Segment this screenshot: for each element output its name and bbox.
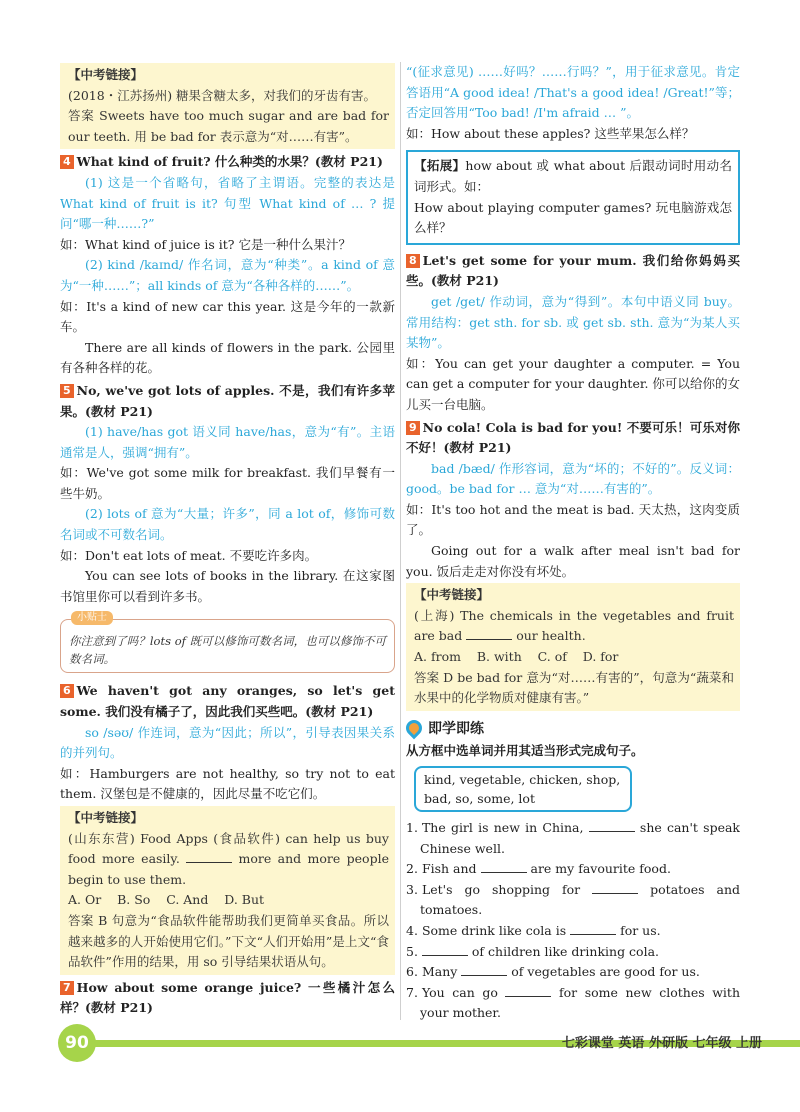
- entry-title: [60, 381, 395, 422]
- entry-number: 8: [406, 254, 420, 268]
- exercise-text: Some drink like cola is: [421, 922, 571, 938]
- entry-number: 5: [60, 384, 74, 398]
- practice-heading: [406, 719, 740, 740]
- explanation: get /get/ 作动词，意为“得到”。本句中语义同 buy。常用结构：get sth. for sb. 或 get sb. sth. 意为“为某人买某物”。: [406, 293, 740, 351]
- answer-blank[interactable]: [589, 831, 635, 832]
- left-column: [60, 62, 395, 1020]
- exercise-item: [406, 880, 740, 921]
- exercise-item: [406, 942, 740, 963]
- exercise-text: for us.: [616, 922, 661, 938]
- exercise-text: of children like drinking cola.: [467, 943, 659, 959]
- example: Going out for a walk after meal isn't bad for you. 饭后走走对你没有坏处。: [406, 543, 740, 579]
- tip-text: 你注意到了吗？lots of 既可以修饰可数名词，也可以修饰不可数名词。: [69, 634, 386, 667]
- exercise-text: You can go: [421, 984, 506, 1000]
- exercise-number: 5.: [406, 943, 418, 959]
- tip-label: 小贴士: [71, 611, 113, 625]
- exam-link-box: [60, 806, 395, 975]
- right-column: [406, 62, 740, 1020]
- answer-blank: [186, 862, 232, 863]
- example: 如：Don't eat lots of meat. 不要吃许多肉。: [60, 547, 318, 563]
- answer-blank[interactable]: [481, 872, 527, 873]
- box-question: [68, 829, 389, 891]
- entry-number: 9: [406, 421, 420, 435]
- entry-title-text: We haven't got any oranges, so let's get some. 我们没有橘子了，因此我们买些吧。(教材 P21): [60, 683, 395, 720]
- entry-title-text: No, we've got lots of apples. 不是，我们有许多苹果。(教材 P21): [60, 382, 395, 419]
- box-header: 【中考链接】: [68, 67, 144, 82]
- exercise-text: she can't speak Chinese well.: [420, 820, 740, 856]
- entry-title: [406, 418, 740, 459]
- box-options: A. Or B. So C. And D. But: [68, 892, 265, 908]
- exercise-number: 4.: [406, 922, 418, 938]
- entry-number: 4: [60, 155, 74, 169]
- exercise-text: The girl is new in China,: [421, 820, 589, 835]
- entry-title-text: No cola! Cola is bad for you! 不要可乐！可乐对你不好！(教材 P21): [406, 419, 740, 456]
- exercise-item: [406, 962, 740, 983]
- exam-link-box: [60, 63, 395, 149]
- question-text: (上海) The chemicals in the vegetables and fruit are bad: [414, 607, 734, 644]
- expand-text: [414, 156, 732, 197]
- explanation: (2) lots of 意为“大量；许多”，同 a lot of，修饰可数名词或不可数名词。: [60, 506, 395, 543]
- exercise-item: [406, 983, 740, 1020]
- page-number: 90: [58, 1024, 96, 1062]
- exercise-item: [406, 921, 740, 942]
- exercise-item: [406, 859, 740, 880]
- explanation: (1) 这是一个省略句，省略了主谓语。完整的表达是 What kind of fruit is it? 句型 What kind of … ? 提问“哪一种……?”: [60, 174, 395, 232]
- exercise-number: 7.: [406, 984, 418, 1000]
- example: 如：How about these apples? 这些苹果怎么样？: [406, 125, 695, 141]
- exercise-number: 2.: [406, 861, 418, 877]
- entry-title-text: Let's get some for your mum. 我们给你妈妈买些。(教材 P21): [406, 252, 740, 289]
- exercise-number: 3.: [406, 881, 418, 897]
- example: 如：It's too hot and the meat is bad. 天太热，这肉变质了。: [406, 501, 740, 538]
- exercise-number: 6.: [406, 964, 418, 980]
- example: 如：What kind of juice is it? 它是一种什么果汁？: [60, 236, 351, 252]
- example: 如：We've got some milk for breakfast. 我们早餐有一些牛奶。: [60, 465, 395, 501]
- question-text: (山东东营) Food Apps (食品软件) can help us buy food more easily.: [68, 830, 389, 867]
- practice-title: 即学即练: [428, 720, 484, 737]
- entry-title: [406, 251, 740, 292]
- expand-body: how about 或 what about 后跟动词时用动名词形式。如：: [414, 158, 732, 194]
- exercise-text: Let's go shopping for: [421, 881, 593, 897]
- practice-instruction: 从方框中选单词并用其适当形式完成句子。: [406, 743, 644, 759]
- column-divider: [400, 62, 401, 1020]
- answer-blank: [466, 639, 512, 640]
- exercise-list: [406, 818, 740, 1020]
- entry-number: 7: [60, 981, 74, 995]
- exam-link-box: [406, 583, 740, 711]
- location-pin-icon: [406, 716, 425, 739]
- example: There are all kinds of flowers in the park. 公园里有各种各样的花。: [60, 339, 395, 376]
- entry-title: [60, 681, 395, 722]
- box-question: [414, 606, 734, 647]
- answer-blank[interactable]: [505, 996, 551, 997]
- word-bank: kind, vegetable, chicken, shop, bad, so, some, lot: [414, 766, 632, 812]
- tip-box: [60, 612, 395, 673]
- explanation: (2) kind /kaɪnd/ 作名词，意为“种类”。a kind of 意为“一种……”；all kinds of 意为“各种各样的……”。: [60, 257, 395, 293]
- exercise-item: [406, 818, 740, 859]
- box-answer: 答案 B 句意为“食品软件能帮助我们更简单买食品。所以越来越多的人开始使用它们。”下文“人们开始用”是上文“食品软件”作用的结果，用 so 引导结果状语从句。: [68, 912, 389, 970]
- exercise-text: are my favourite food.: [526, 861, 671, 877]
- exercise-text: Fish and: [421, 861, 481, 877]
- answer-blank[interactable]: [570, 934, 616, 935]
- explanation: so /səʊ/ 作连词，意为“因此；所以”，引导表因果关系的并列句。: [60, 724, 395, 761]
- box-options: A. from B. with C. of D. for: [414, 649, 619, 665]
- entry-title: [60, 152, 395, 173]
- example: 如：Hamburgers are not healthy, so try not to eat them. 汉堡包是不健康的，因此尽量不吃它们。: [60, 765, 395, 802]
- entry-number: 6: [60, 684, 74, 698]
- entry-title: [60, 978, 395, 1019]
- exercise-number: 1.: [406, 820, 418, 835]
- box-answer: 答案 D be bad for 意为“对……有害的”，句意为“蔬菜和水果中的化学物质对健康有害。”: [414, 669, 734, 706]
- entry-title-text: What kind of fruit? 什么种类的水果？(教材 P21): [76, 154, 383, 170]
- exercise-text: for some new clothes with your mother.: [420, 984, 740, 1020]
- box-answer: 答案 Sweets have too much sugar and are bad for our teeth. 用 be bad for 表示意为“对……有害”。: [68, 108, 389, 144]
- example: 如：You can get your daughter a computer. = You can get a computer for your daughter. 你可以给你的女儿买一台电脑。: [406, 355, 740, 412]
- entry-title-text: How about some orange juice? 一些橘汁怎么样？(教材 P21): [60, 979, 395, 1016]
- answer-blank[interactable]: [461, 975, 507, 976]
- exercise-text: Many: [421, 964, 462, 980]
- expand-box: [406, 150, 740, 244]
- explanation: “(征求意见) ……好吗？……行吗？”，用于征求意见。肯定答语用“A good idea! /That's a good idea! /Great!”等；否定回答用“Too bad! /I'm afraid … ”。: [406, 64, 740, 121]
- answer-blank[interactable]: [422, 955, 468, 956]
- question-text: our health.: [512, 628, 586, 644]
- example: You can see lots of books in the library. 在这家图书馆里你可以看到许多书。: [60, 568, 395, 604]
- box-question: (2018・江苏扬州) 糖果含糖太多，对我们的牙齿有害。: [68, 87, 377, 103]
- answer-blank[interactable]: [592, 893, 638, 894]
- box-header: 【中考链接】: [68, 810, 144, 825]
- exercise-text: potatoes and tomatoes.: [420, 881, 740, 918]
- example: 如：It's a kind of new car this year. 这是今年的一款新车。: [60, 298, 395, 335]
- question-text: more and more people begin to use them.: [68, 851, 389, 887]
- explanation: bad /bæd/ 作形容词，意为“坏的；不好的”。反义词：good。be bad for … 意为“对……有害的”。: [406, 460, 740, 497]
- book-info: 七彩课堂 英语 外研版 七年级 上册: [561, 1036, 762, 1051]
- box-header: 【拓展】: [414, 158, 466, 174]
- expand-example: How about playing computer games? 玩电脑游戏怎么样？: [414, 199, 732, 236]
- box-header: 【中考链接】: [414, 587, 490, 603]
- exercise-text: of vegetables are good for us.: [507, 964, 700, 980]
- explanation: (1) have/has got 语义同 have/has，意为“有”。主语通常是人，强调“拥有”。: [60, 424, 395, 460]
